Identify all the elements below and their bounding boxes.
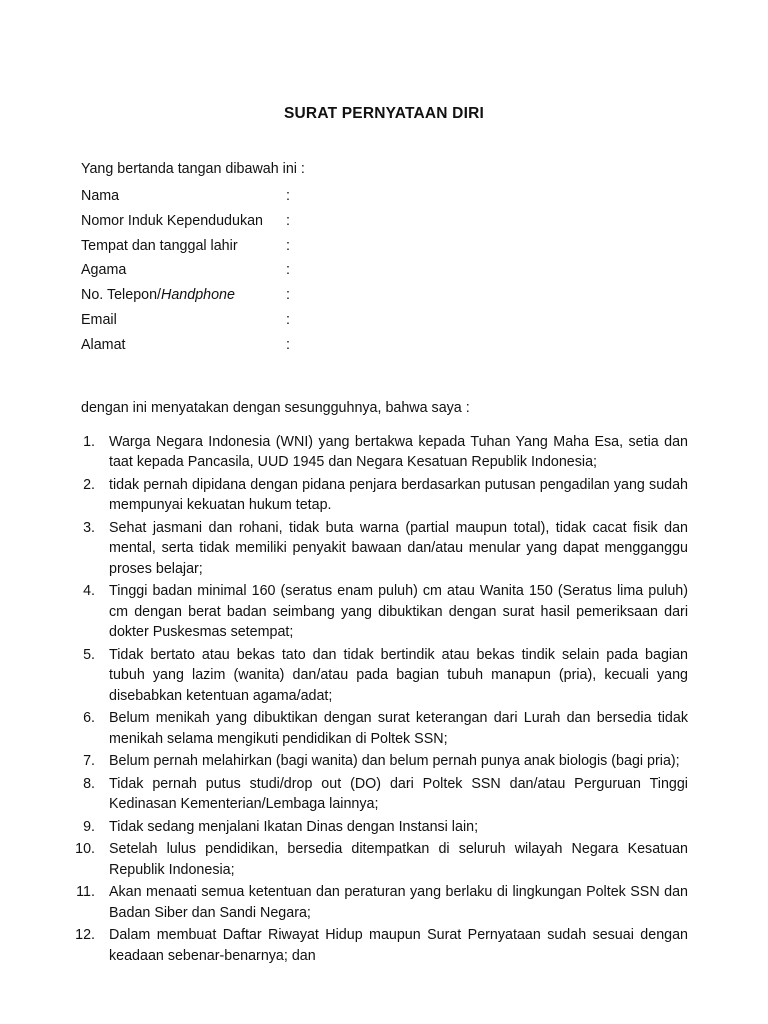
list-item-number: 10. [75, 841, 95, 858]
list-item-number: 3. [83, 520, 95, 536]
list-item [66, 432, 688, 473]
list-item-text: Tidak bertato atau bekas tato dan tidak bertindik atau bekas tindik selain pada bagian tubuh yang lazim (wanita) dan/atau pada bagian tubuh manapun (pria), kecuali yang disebabkan ketentuan agama/adat; [109, 646, 688, 704]
list-item-number: 7. [83, 753, 95, 770]
list-item-number: 5. [83, 646, 95, 663]
list-item-number: 6. [83, 710, 95, 727]
list-item [66, 774, 688, 815]
list-item-text: Sehat jasmani dan rohani, tidak buta warna (partial maupun total), tidak cacat fisik dan mental, serta tidak memiliki penyakit bawaan dan/atau menular yang dapat mengganggu proses belajar; [109, 520, 688, 577]
list-item-text: Belum menikah yang dibuktikan dengan surat keterangan dari Lurah dan bersedia tidak menikah selama mengikuti pendidikan di Poltek SSN; [109, 710, 688, 747]
list-item-text: Setelah lulus pendidikan, bersedia ditempatkan di seluruh wilayah Negara Kesatuan Republik Indonesia; [109, 841, 688, 878]
document-title: SURAT PERNYATAAN DIRI [284, 105, 484, 122]
field-colon: : [286, 262, 290, 279]
list-item-text: Dalam membuat Daftar Riwayat Hidup maupun Surat Pernyataan sudah sesuai dengan keadaan sebenar-benarnya; dan [109, 927, 688, 964]
list-item-number: 2. [83, 477, 95, 493]
list-item-number: 1. [83, 434, 95, 450]
field-label-agama: Agama [81, 262, 127, 279]
list-item [66, 475, 688, 516]
list-item [66, 581, 688, 642]
list-item [66, 925, 688, 966]
field-label-nik: Nomor Induk Kependudukan [81, 212, 264, 229]
list-item-text: Tinggi badan minimal 160 (seratus enam puluh) cm atau Wanita 150 (Seratus lima puluh) cm dengan berat badan seimbang yang dibuktikan dengan surat hasil pemeriksaan dari dokter Puskesmas setempat; [109, 583, 688, 641]
field-label-telepon [81, 285, 235, 305]
list-item [66, 645, 688, 706]
field-label-nama: Nama [81, 188, 120, 204]
field-label-telepon-italic: Handphone [161, 287, 235, 304]
list-item [66, 839, 688, 880]
list-item-number: 9. [83, 818, 95, 835]
field-colon: : [286, 336, 290, 353]
field-colon: : [286, 287, 290, 304]
declaration-list [66, 432, 688, 968]
list-item [66, 751, 688, 771]
list-item [66, 817, 688, 837]
field-label-ttl: Tempat dan tanggal lahir [81, 237, 238, 254]
list-item-text: Warga Negara Indonesia (WNI) yang bertakwa kepada Tuhan Yang Maha Esa, setia dan taat kepada Pancasila, UUD 1945 dan Negara Kesatuan Republik Indonesia; [109, 434, 688, 471]
statement-text: dengan ini menyatakan dengan sesungguhnya, bahwa saya : [81, 400, 470, 416]
field-label-email: Email [81, 311, 117, 328]
list-item-number: 11. [76, 884, 95, 901]
field-label-telepon-prefix: No. Telepon/ [81, 287, 162, 304]
field-colon: : [286, 311, 290, 328]
list-item-number: 4. [83, 583, 95, 600]
list-item-text: Belum pernah melahirkan (bagi wanita) dan belum pernah punya anak biologis (bagi pria); [109, 753, 680, 770]
field-colon: : [286, 212, 290, 229]
list-item-number: 12. [75, 927, 95, 944]
list-item [66, 518, 688, 579]
list-item [66, 882, 688, 923]
list-item-text: tidak pernah dipidana dengan pidana penjara berdasarkan putusan pengadilan yang sudah mempunyai kekuatan hukum tetap. [109, 477, 688, 514]
list-item-text: Tidak sedang menjalani Ikatan Dinas dengan Instansi lain; [109, 818, 479, 835]
list-item [66, 708, 688, 749]
field-label-alamat: Alamat [81, 336, 126, 353]
list-item-number: 8. [83, 775, 95, 792]
field-colon: : [286, 188, 290, 204]
list-item-text: Tidak pernah putus studi/drop out (DO) dari Poltek SSN dan/atau Perguruan Tinggi Kedinasan Kementerian/Lembaga lainnya; [109, 775, 688, 813]
field-colon: : [286, 237, 290, 254]
list-item-text: Akan menaati semua ketentuan dan peraturan yang berlaku di lingkungan Poltek SSN dan Badan Siber dan Sandi Negara; [109, 884, 688, 921]
intro-text: Yang bertanda tangan dibawah ini : [81, 161, 305, 177]
